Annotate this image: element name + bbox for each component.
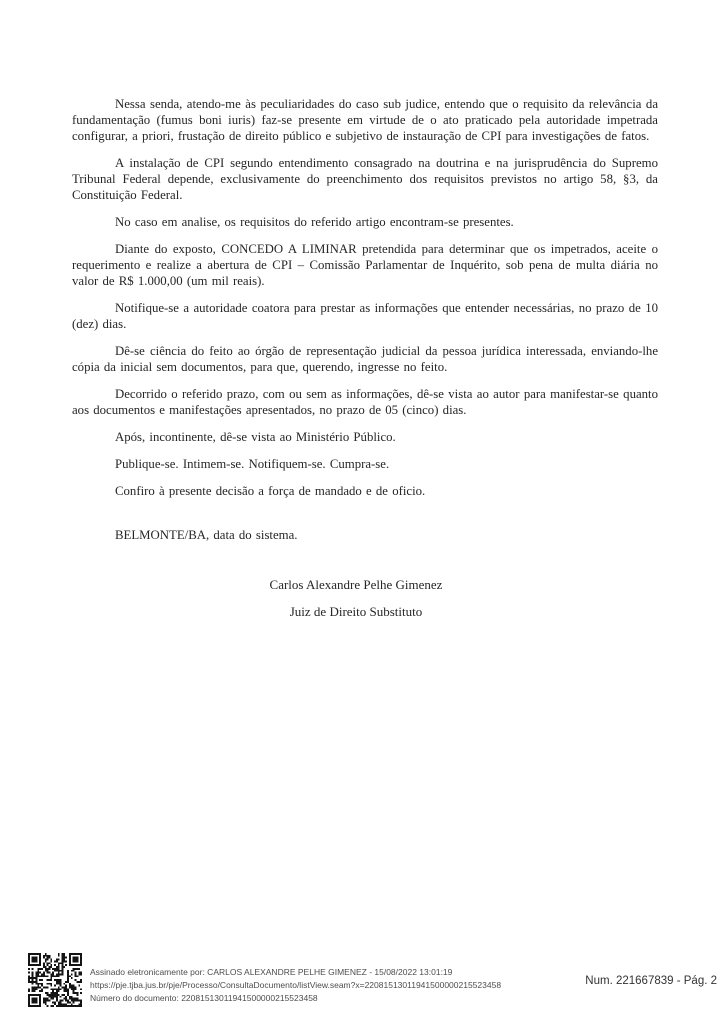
document-number-line: Número do documento: 22081513011941500000215523458 bbox=[90, 993, 318, 1003]
page-number-reference: Num. 221667839 - Pág. 2 bbox=[585, 975, 717, 987]
signature-role: Juiz de Direito Substituto bbox=[289, 604, 423, 619]
paragraph-publique-se: Publique-se. Intimem-se. Notifiquem-se. Cumpra-se. bbox=[115, 457, 390, 471]
paragraph-forca-mandado: Confiro à presente decisão a força de mandado e de oficio. bbox=[115, 484, 426, 498]
verification-url-line: https://pje.tjba.jus.br/pje/Processo/ConsultaDocumento/listView.seam?x=22081513011941500000215523458 bbox=[90, 980, 502, 990]
paragraph-notifique-autoridade: Notifique-se a autoridade coatora para prestar as informações que entender necessárias, no prazo de 10 (dez) dias. bbox=[72, 301, 658, 331]
decision-text-body bbox=[72, 96, 658, 620]
electronic-signature-footer bbox=[90, 966, 501, 1005]
signature-block bbox=[72, 577, 658, 620]
paragraph-ciencia-orgao: Dê-se ciência do feito ao órgão de representação judicial da pessoa jurídica interessada, enviando-lhe cópia da inicial sem documentos, para que, querendo, ingresse no feito. bbox=[72, 344, 658, 374]
paragraph-decorrido-prazo: Decorrido o referido prazo, com ou sem as informações, dê-se vista ao autor para manifestar-se quanto aos documentos e manifestações apresentados, no prazo de 05 (cinco) dias. bbox=[72, 387, 658, 417]
paragraph-vista-ministerio-publico: Após, incontinente, dê-se vista ao Ministério Público. bbox=[115, 430, 396, 444]
paragraph-requisitos-presentes: No caso em analise, os requisitos do referido artigo encontram-se presentes. bbox=[115, 215, 514, 229]
paragraph-relevancia: Nessa senda, atendo-me às peculiaridades do caso sub judice, entendo que o requisito da relevância da fundamentação (fumus boni iuris) faz-se presente em virtude de o ato praticado pela autoridade impetrada configurar, a priori, frustação de direito público e subjetivo de instauração de CPI para investigações de fatos. bbox=[72, 97, 658, 143]
paragraph-concedo-liminar: Diante do exposto, CONCEDO A LIMINAR pretendida para determinar que os impetrados, aceite o requerimento e realize a abertura de CPI – Comissão Parlamentar de Inquérito, sob pena de multa diária no valor de R$ 1.000,00 (um mil reais). bbox=[72, 242, 658, 288]
qr-code-icon bbox=[28, 953, 82, 1007]
paragraph-instalacao-cpi: A instalação de CPI segundo entendimento consagrado na doutrina e na jurisprudência do Supremo Tribunal Federal depende, exclusivamente do preenchimento dos requisitos previstos no artigo 58, §3, da Constituição Federal. bbox=[72, 156, 658, 202]
signed-by-line: Assinado eletronicamente por: CARLOS ALEXANDRE PELHE GIMENEZ - 15/08/2022 13:01:19 bbox=[90, 967, 453, 977]
signature-name: Carlos Alexandre Pelhe Gimenez bbox=[269, 577, 443, 592]
place-date-line: BELMONTE/BA, data do sistema. bbox=[115, 528, 298, 542]
